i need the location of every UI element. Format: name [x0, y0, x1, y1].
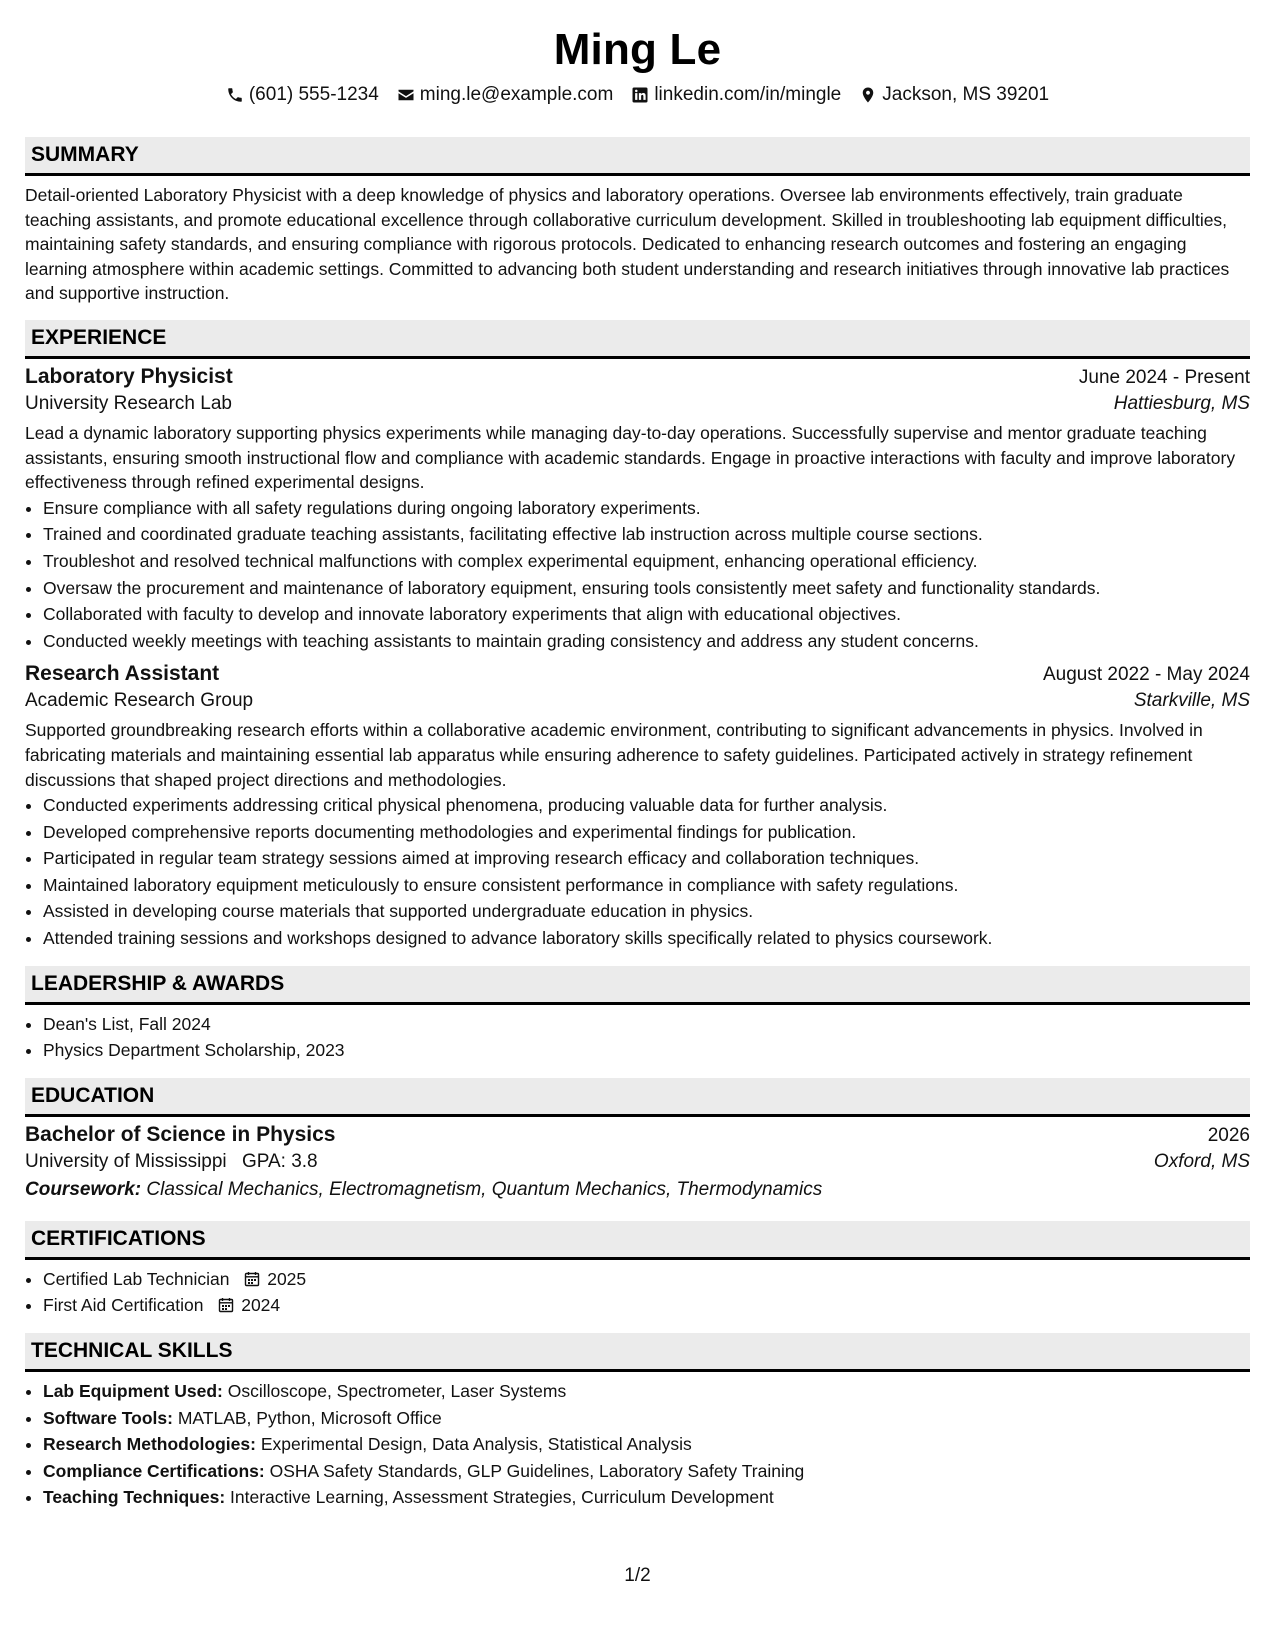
map-marker-icon	[859, 86, 877, 104]
list-item: • Conducted weekly meetings with teaching assistants to maintain grading consistency and address any student concerns.	[43, 628, 1250, 655]
skill-label: Compliance Certifications:	[43, 1460, 265, 1481]
coursework-line	[25, 1179, 1250, 1201]
job-location: Hattiesburg, MS	[1113, 392, 1250, 414]
certification-year: 2025	[267, 1268, 307, 1289]
list-item	[43, 1405, 1250, 1432]
contact-email[interactable]	[397, 84, 614, 106]
list-item	[43, 1266, 1250, 1293]
list-item: • Attended training sessions and workshops designed to advance laboratory skills specifically related to physics coursework.	[43, 925, 1250, 952]
job-title-row	[25, 662, 1250, 686]
candidate-name: Ming Le	[553, 25, 722, 74]
skill-value: MATLAB, Python, Microsoft Office	[177, 1407, 442, 1428]
job-description: Supported groundbreaking research efforts within a collaborative academic environment, contributing to significant advancements in physics. Involved in fabricating materials and maintaining essential lab apparatus while ensuring adherence to safety guidelines. Participated actively in strategy refinement discussions that shaped project directions and methodologies.	[25, 720, 1203, 790]
job-org: University Research Lab	[25, 392, 232, 414]
job-org-row	[25, 690, 1250, 712]
phone-text: (601) 555-1234	[248, 84, 379, 105]
job-location: Starkville, MS	[1133, 690, 1250, 712]
list-item	[43, 1378, 1250, 1405]
skill-label: Teaching Techniques:	[43, 1487, 226, 1508]
job-entry	[25, 662, 1250, 951]
phone-icon	[226, 86, 244, 104]
school-line	[25, 1151, 318, 1173]
skill-value: Oscilloscope, Spectrometer, Laser Systems	[227, 1381, 567, 1402]
job-dates: August 2022 - May 2024	[1042, 664, 1250, 686]
list-item: • Trained and coordinated graduate teaching assistants, facilitating effective lab instruction across multiple course sections.	[43, 521, 1250, 548]
contact-bar	[25, 84, 1250, 106]
contact-linkedin[interactable]	[631, 84, 841, 106]
coursework-label: Coursework:	[25, 1178, 142, 1200]
list-item: • Developed comprehensive reports documenting methodologies and experimental findings for publication.	[43, 819, 1250, 846]
skill-label: Software Tools:	[43, 1407, 173, 1428]
list-item	[43, 1484, 1250, 1511]
graduation-year: 2026	[1207, 1124, 1250, 1146]
job-dates: June 2024 - Present	[1078, 366, 1250, 388]
job-org-row	[25, 393, 1250, 415]
list-item: • Participated in regular team strategy sessions aimed at improving research efficacy and collaboration techniques.	[43, 845, 1250, 872]
degree-row	[25, 1123, 1250, 1147]
school-row	[25, 1151, 1250, 1173]
list-item: • Physics Department Scholarship, 2023	[43, 1037, 1250, 1064]
list-item: • Collaborated with faculty to develop and innovate laboratory experiments that align with educational objectives.	[43, 601, 1250, 628]
summary-text: Detail-oriented Laboratory Physicist with a deep knowledge of physics and laboratory operations. Oversee lab environments effectively, train graduate teaching assistants, and promote educational excellence through collaborative curriculum development. Skilled in troubleshooting lab equipment difficulties, maintaining safety standards, and ensuring compliance with rigorous protocols. Dedicated to enhancing research outcomes and fostering an engaging learning atmosphere within academic settings. Committed to advancing both student understanding and research initiatives through innovative lab practices and supportive instruction.	[25, 185, 1230, 304]
email-text[interactable]: ming.le@example.com	[419, 84, 614, 105]
job-title: Research Assistant	[25, 662, 220, 686]
coursework-list: Classical Mechanics, Electromagnetism, Quantum Mechanics, Thermodynamics	[146, 1178, 823, 1200]
school-location: Oxford, MS	[1153, 1150, 1250, 1172]
skills-heading: TECHNICAL SKILLS	[25, 1333, 1250, 1372]
leadership-list	[25, 1011, 1250, 1064]
certification-name: Certified Lab Technician	[43, 1268, 230, 1289]
list-item: • Dean's List, Fall 2024	[43, 1011, 1250, 1038]
degree-title: Bachelor of Science in Physics	[25, 1122, 336, 1146]
list-item	[43, 1431, 1250, 1458]
job-title: Laboratory Physicist	[25, 364, 233, 388]
list-item: • Conducted experiments addressing critical physical phenomena, producing valuable data for further analysis.	[43, 792, 1250, 819]
certification-year: 2024	[241, 1295, 281, 1316]
contact-phone	[226, 84, 379, 106]
skill-value: Experimental Design, Data Analysis, Statistical Analysis	[260, 1434, 692, 1455]
calendar-icon	[244, 1271, 260, 1287]
skill-label: Lab Equipment Used:	[43, 1381, 223, 1402]
job-bullets	[25, 495, 1250, 655]
job-title-row	[25, 365, 1250, 389]
job-bullets	[25, 792, 1250, 952]
skill-label: Research Methodologies:	[43, 1434, 256, 1455]
calendar-icon	[218, 1297, 234, 1313]
list-item	[43, 1458, 1250, 1485]
skill-value: OSHA Safety Standards, GLP Guidelines, Laboratory Safety Training	[269, 1460, 805, 1481]
skills-list	[25, 1378, 1250, 1511]
linkedin-icon	[631, 86, 649, 104]
location-text: Jackson, MS 39201	[882, 84, 1050, 105]
certification-name: First Aid Certification	[43, 1295, 204, 1316]
education-heading: EDUCATION	[25, 1078, 1250, 1117]
gpa: GPA: 3.8	[241, 1150, 318, 1172]
list-item: • Troubleshot and resolved technical malfunctions with complex experimental equipment, enhancing operational efficiency.	[43, 548, 1250, 575]
resume-page	[25, 0, 1250, 1511]
list-item: • Maintained laboratory equipment meticulously to ensure consistent performance in compliance with safety regulations.	[43, 872, 1250, 899]
list-item	[43, 1292, 1250, 1319]
linkedin-text[interactable]: linkedin.com/in/mingle	[654, 84, 842, 105]
list-item: • Oversaw the procurement and maintenance of laboratory equipment, ensuring tools consistently meet safety and functionality standards.	[43, 575, 1250, 602]
leadership-heading: LEADERSHIP & AWARDS	[25, 966, 1250, 1005]
experience-heading: EXPERIENCE	[25, 320, 1250, 359]
list-item: • Ensure compliance with all safety regulations during ongoing laboratory experiments.	[43, 495, 1250, 522]
contact-location	[859, 84, 1049, 106]
school-name: University of Mississippi	[25, 1150, 227, 1172]
certifications-list	[25, 1266, 1250, 1319]
page-number: 1/2	[624, 1565, 651, 1586]
job-org: Academic Research Group	[25, 690, 254, 712]
job-description: Lead a dynamic laboratory supporting physics experiments while managing day-to-day operations. Successfully supervise and mentor graduate teaching assistants, ensuring smooth instructional flow and compliance with academic standards. Engage in proactive interactions with faculty and improve laboratory effectiveness through refined experimental designs.	[25, 422, 1236, 493]
list-item: • Assisted in developing course materials that supported undergraduate education in physics.	[43, 898, 1250, 925]
job-entry	[25, 365, 1250, 654]
certifications-heading: CERTIFICATIONS	[25, 1221, 1250, 1260]
envelope-icon	[397, 86, 415, 104]
skill-value: Interactive Learning, Assessment Strategies, Curriculum Development	[230, 1487, 774, 1508]
education-entry	[25, 1123, 1250, 1201]
summary-heading: SUMMARY	[25, 137, 1250, 176]
